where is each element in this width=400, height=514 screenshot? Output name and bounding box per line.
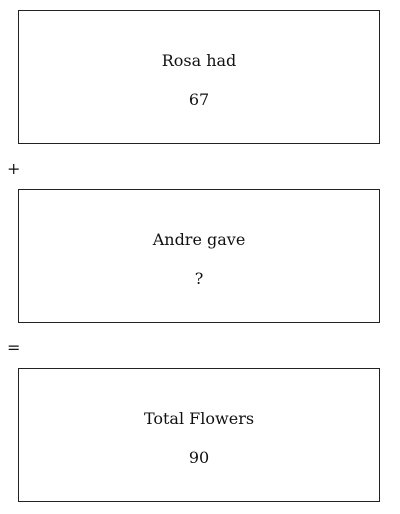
- total-flowers-label: Total Flowers: [143, 409, 255, 428]
- rosa-had-box: [18, 10, 380, 144]
- andre-gave-label: Andre gave: [152, 230, 246, 249]
- total-flowers-box: [18, 368, 380, 502]
- equals-operator: =: [7, 338, 21, 357]
- rosa-had-value: 67: [188, 90, 210, 109]
- rosa-had-label: Rosa had: [161, 51, 237, 70]
- plus-operator: +: [7, 159, 21, 178]
- andre-gave-value: ?: [194, 269, 204, 288]
- total-flowers-value: 90: [188, 448, 210, 467]
- andre-gave-box: [18, 189, 380, 323]
